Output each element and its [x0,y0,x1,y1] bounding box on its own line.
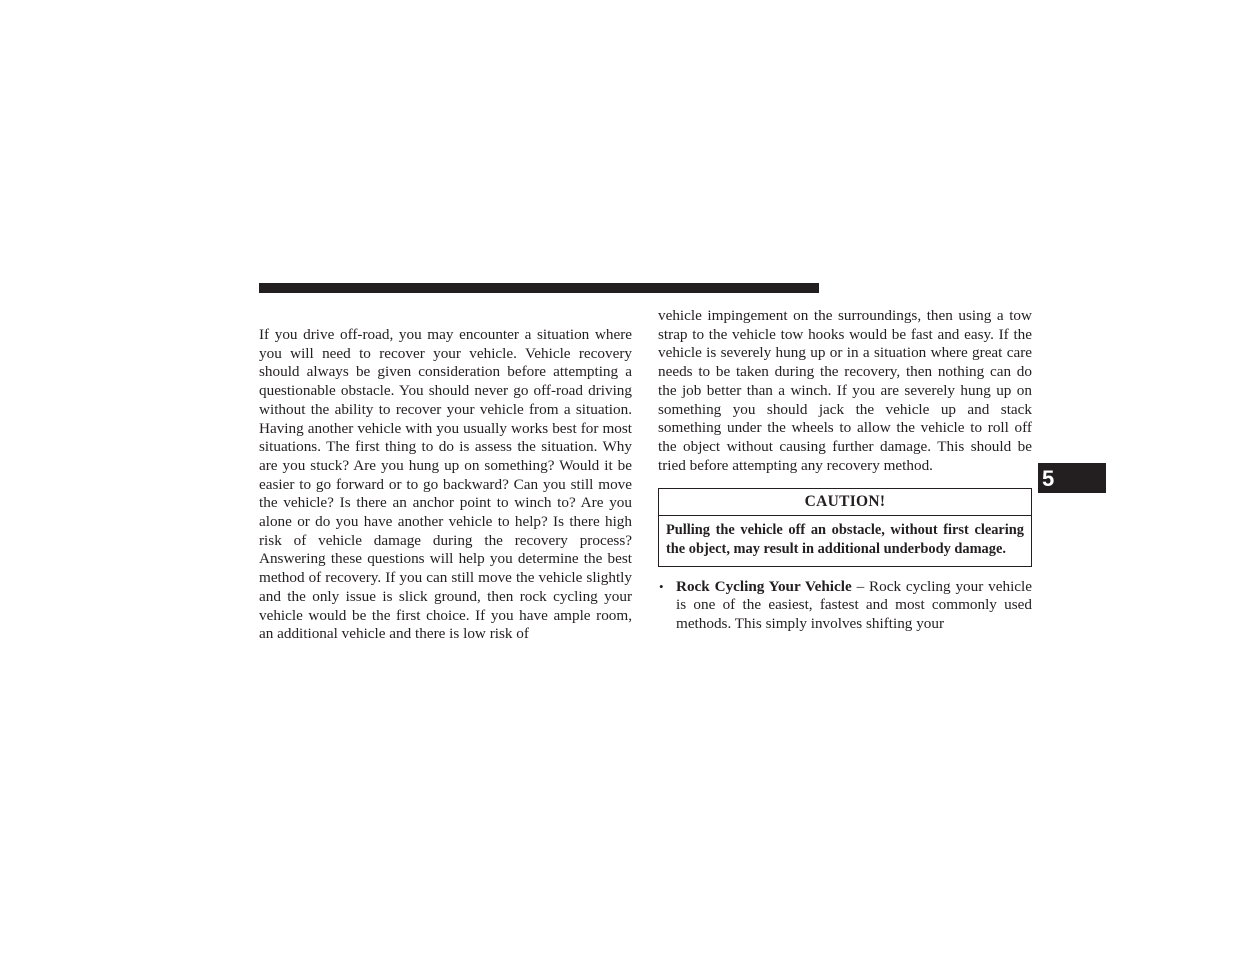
caution-body: Pulling the vehicle off an obstacle, without first clearing the object, may result in additional underbody damage. [666,522,1024,558]
left-column [259,326,632,644]
bullet-text: – Rock cycling your vehicle is one of the easiest, fastest and most commonly used methods. This simply involves shifting your [676,577,1032,633]
right-column [658,307,1032,634]
recovery-intro-paragraph: If you drive off-road, you may encounter a situation where you will need to recover your vehicle. Vehicle recovery should always be given consideration before attempting a questionable obstacle. You should never go off-road driving without the ability to recover your vehicle from a situation. Having another vehicle with you usually works best for most situations. The first thing to do is assess the situation. Why are you stuck? Are you hung up on something? Would it be easier to go forward or to go backward? Can you still move the vehicle? Is there an anchor point to winch to? Are you alone or do you have another vehicle to help? Is there high risk of vehicle damage during the recovery process? Answering these questions will help you determine the best method of recovery. If you can still move the vehicle slightly and the only issue is slick ground, then rock cycling your vehicle would be the first choice. If you have ample room, an additional vehicle and there is low risk of [259,326,632,643]
bullet-icon: • [659,578,664,594]
section-header-rule [259,283,819,293]
list-item-rock-cycling [658,578,1032,634]
caution-box [658,488,1032,566]
recovery-continued-paragraph: vehicle impingement on the surroundings, then using a tow strap to the vehicle tow hooks would be fast and easy. If the vehicle is severely hung up or in a situation where great care needs to be taken during the recovery, then nothing can do the job better than a winch. If you are severely hung up on something you should jack the vehicle up and stack something under the wheels to allow the vehicle to roll off the object without causing further damage. This should be tried before attempting any recovery method. [658,307,1032,474]
bullet-term: Rock Cycling Your Vehicle [676,577,852,595]
caution-title: CAUTION! [659,489,1031,516]
chapter-number: 5 [1042,466,1055,491]
chapter-tab [1038,463,1106,493]
